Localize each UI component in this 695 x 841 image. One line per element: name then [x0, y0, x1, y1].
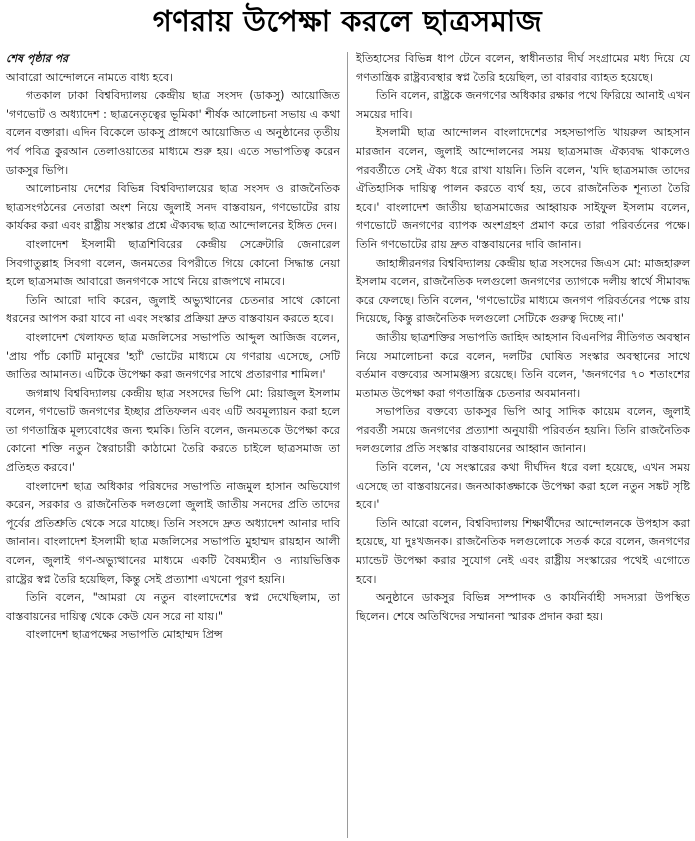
paragraph: আলোচনায় দেশের বিভিন্ন বিশ্ববিদ্যালয়ের ছাত্র সংসদ ও রাজনৈতিক ছাত্রসংগঠনের নেতারা অংশ নিয়ে জুলাই সনদ বাস্তবায়ন, গণভোটের রায় কার্যকর করা এবং রাষ্ট্রীয় সংস্কার প্রশ্নে ঐক্যবদ্ধ ছাত্র আন্দোলনের ইঙ্গিত দেন। — [6, 182, 340, 233]
paragraph: তিনি বলেন, 'যে সংস্কারের কথা দীর্ঘদিন ধরে বলা হয়েছে, এখন সময় এসেছে তা বাস্তবায়নের। জনআকাঙ্ক্ষাকে উপেক্ষা করা হলে নতুন সঙ্কট সৃষ্টি হবে।' — [356, 461, 690, 512]
column-divider — [347, 52, 348, 838]
paragraph: তিনি বলেন, রাষ্ট্রকে জনগণের অধিকার রক্ষার পথে ফিরিয়ে আনাই এখন সময়ের দাবি। — [356, 89, 690, 121]
paragraph: বাংলাদেশ খেলাফত ছাত্র মজলিসের সভাপতি আব্দুল আজিজ বলেন, 'প্রায় পাঁচ কোটি মানুষের 'হ্যাঁ' ভোটের মাধ্যমে যে গণরায় এসেছে, সেটি জাতির আমানত। এটিকে উপেক্ষা করা জনগণের সাথে প্রতারণার শামিল।' — [6, 330, 340, 382]
right-column — [356, 50, 690, 626]
paragraph: সভাপতির বক্তব্যে ডাকসুর ভিপি আবু সাদিক কায়েম বলেন, জুলাই পরবর্তী সময়ে জনগণের প্রত্যাশা অনুযায়ী পরিবর্তন হয়নি। তিনি রাজনৈতিক দলগুলোর প্রতি সংস্কার বাস্তবায়নের আহ্বান জানান। — [356, 405, 690, 456]
paragraph: অনুষ্ঠানে ডাকসুর বিভিন্ন সম্পাদক ও কার্যনির্বাহী সদস্যরা উপস্থিত ছিলেন। শেষে অতিথিদের সম্মাননা স্মারক প্রদান করা হয়। — [356, 591, 690, 623]
paragraph: তিনি আরো বলেন, বিশ্ববিদ্যালয় শিক্ষার্থীদের আন্দোলনকে উপহাস করা হয়েছে, যা দুঃখজনক। রাজনৈতিক দলগুলোকে সতর্ক করে বলেন, জনগণের ম্যান্ডেট উপেক্ষা করার সুযোগ নেই এবং রাষ্ট্রীয় সংস্কারের পথেই এগোতে হবে। — [356, 516, 690, 586]
continuation-label: শেষ পৃষ্ঠার পর — [6, 52, 69, 65]
paragraph: তিনি বলেন, "আমরা যে নতুন বাংলাদেশের স্বপ্ন দেখেছিলাম, তা বাস্তবায়নের দায়িত্ব থেকে কেউ যেন সরে না যায়।" — [6, 591, 340, 623]
paragraph: জাহাঙ্গীরনগর বিশ্ববিদ্যালয় কেন্দ্রীয় ছাত্র সংসদের জিএস মো: মাজহারুল ইসলাম বলেন, রাজনৈতিক দলগুলো জনগণের ত্যাগকে দলীয় স্বার্থে সীমাবদ্ধ করে ফেলছে। তিনি বলেন, 'গণভোটের মাধ্যমে জনগণ পরিবর্তনের পক্ষে রায় দিয়েছে, কিন্তু রাজনৈতিক দলগুলো সেটিকে গুরুত্ব দিচ্ছে না।' — [356, 256, 690, 326]
paragraph: গতকাল ঢাকা বিশ্ববিদ্যালয় কেন্দ্রীয় ছাত্র সংসদ (ডাকসু) আয়োজিত 'গণভোট ও অধ্যাদেশ : ছাত্রনেতৃত্বের ভূমিকা' শীর্ষক আলোচনা সভায় এ কথা বলেন বক্তারা। এদিন বিকেলে ডাকসু প্রাঙ্গণে আয়োজিত এ অনুষ্ঠানের তৃতীয় পর্ব পবিত্র কুরআন তেলাওয়াতের মাধ্যমে শুরু হয়। এতে সভাপতিত্ব করেন ডাকসুর ভিপি। — [6, 89, 340, 177]
paragraph: বাংলাদেশ ইসলামী ছাত্রশিবিরের কেন্দ্রীয় সেক্রেটারি জেনারেল সিবগাতুল্লাহ সিবগা বলেন, জনমতের বিপরীতে গিয়ে কোনো সিদ্ধান্ত নেয়া হলে ছাত্রসমাজ আবারো জনগণকে সাথে নিয়ে রাজপথে নামবে। — [6, 237, 340, 289]
paragraph: ইতিহাসের বিভিন্ন ধাপ টেনে বলেন, স্বাধীনতার দীর্ঘ সংগ্রামের মধ্য দিয়ে যে গণতান্ত্রিক রাষ্ট্রব্যবস্থার স্বপ্ন তৈরি হয়েছিল, তা বারবার ব্যাহত হয়েছে। — [356, 52, 690, 84]
paragraph: আবারো আন্দোলনে নামতে বাধ্য হবে। — [6, 70, 174, 84]
headline: গণরায় উপেক্ষা করলে ছাত্রসমাজ — [152, 3, 543, 38]
paragraph: জগন্নাথ বিশ্ববিদ্যালয় কেন্দ্রীয় ছাত্র সংসদের ভিপি মো: রিয়াজুল ইসলাম বলেন, গণভোট জনগণের ইচ্ছার প্রতিফলন এবং এটি অবমূল্যায়ন করা হলে তা গণতান্ত্রিক মূল্যবোধের জন্য হুমকি। তিনি বলেন, জনমতকে উপেক্ষা করে কোনো শক্তি নতুন স্বৈরাচারী কাঠামো তৈরি করতে চাইলে ছাত্রসমাজ তা প্রতিহত করবে।' — [6, 386, 340, 475]
paragraph: জাতীয় ছাত্রশক্তির সভাপতি জাহিদ আহসান বিএনপির নীতিগত অবস্থান নিয়ে সমালোচনা করে বলেন, দলটির ঘোষিত সংস্কার অবস্থানের সাথে বর্তমান বক্তব্যের অসামঞ্জস্য রয়েছে। তিনি বলেন, 'জনগণের ৭০ শতাংশের মতামত উপেক্ষা করা গণতান্ত্রিক চেতনার অবমাননা। — [356, 330, 690, 400]
paragraph: বাংলাদেশ ছাত্র অধিকার পরিষদের সভাপতি নাজমুল হাসান অভিযোগ করেন, সরকার ও রাজনৈতিক দলগুলো জুলাই জাতীয় সনদের প্রতি তাদের পূর্বের প্রতিশ্রুতি থেকে সরে যাচ্ছে। তিনি সংসদে দ্রুত অধ্যাদেশ আনার দাবি জানান। বাংলাদেশ ইসলামী ছাত্র মজলিসের সভাপতি মুহাম্মদ রায়হান আলী বলেন, জুলাই গণ-অভ্যুত্থানের মাধ্যমে একটি বৈষম্যহীন ও ন্যায়ভিত্তিক রাষ্ট্রের স্বপ্ন তৈরি হয়েছিল, কিন্তু সেই প্রত্যাশা এখনো পূরণ হয়নি। — [6, 479, 340, 586]
paragraph: বাংলাদেশ ছাত্রপক্ষের সভাপতি মোহাম্মদ প্রিন্স — [26, 628, 223, 642]
left-column — [6, 50, 340, 645]
paragraph: ইসলামী ছাত্র আন্দোলন বাংলাদেশের সহসভাপতি খায়রুল আহসান মারজান বলেন, জুলাই আন্দোলনের সময় ছাত্রসমাজ ঐক্যবদ্ধ থাকলেও পরবর্তীতে সেই ঐক্য ধরে রাখা যায়নি। তিনি বলেন, 'যদি ছাত্রসমাজ তাদের ঐতিহাসিক দায়িত্ব পালন করতে ব্যর্থ হয়, তবে রাজনৈতিক শূন্যতা তৈরি হবে।' বাংলাদেশ জাতীয় ছাত্রসমাজের আহ্বায়ক সাইফুল ইসলাম বলেন, গণভোটে জনগণের ব্যাপক অংশগ্রহণ প্রমাণ করে তারা পরিবর্তনের পক্ষে। তিনি গণভোটের রায় দ্রুত বাস্তবায়নের দাবি জানান। — [356, 126, 690, 251]
paragraph: তিনি আরো দাবি করেন, জুলাই অভ্যুত্থানের চেতনার সাথে কোনো ধরনের আপস করা যাবে না এবং সংস্কার প্রক্রিয়া দ্রুত বাস্তবায়ন করতে হবে। — [6, 293, 340, 326]
